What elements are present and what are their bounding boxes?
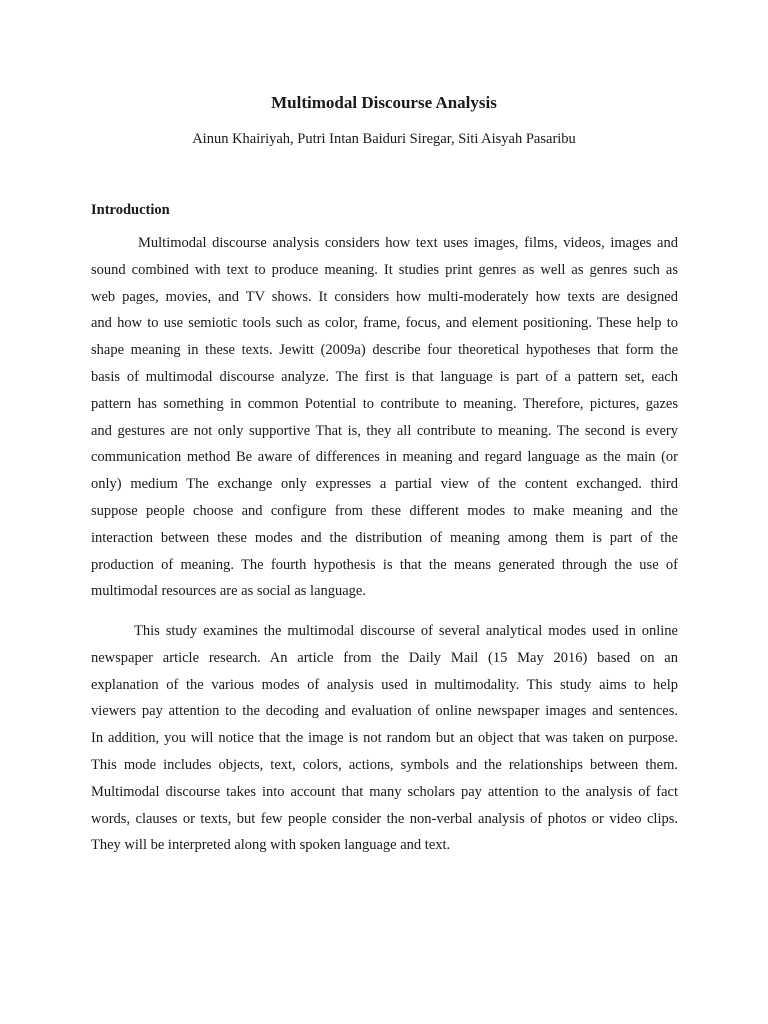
paragraph-line: and gestures are not only supportive That is, they all contribute to meaning. The second is every: [91, 422, 678, 439]
paragraph-line: web pages, movies, and TV shows. It considers how multi-moderately how texts are designed: [91, 288, 678, 305]
paragraph-line: words, clauses or texts, but few people consider the non-verbal analysis of photos or video clips.: [91, 810, 678, 827]
paragraph-line: explanation of the various modes of analysis used in multimodality. This study aims to help: [91, 676, 678, 693]
paragraph-line: interaction between these modes and the distribution of meaning among them is part of the: [91, 529, 678, 546]
paragraph-line: suppose people choose and configure from these different modes to make meaning and the: [91, 502, 678, 519]
paragraph-line: This mode includes objects, text, colors, actions, symbols and the relationships between them.: [91, 756, 678, 773]
paragraph-line: This study examines the multimodal discourse of several analytical modes used in online: [134, 623, 678, 639]
paragraph-2: [91, 618, 678, 859]
paragraph-line: They will be interpreted along with spoken language and text.: [91, 837, 451, 854]
paragraph-line: production of meaning. The fourth hypothesis is that the means generated through the use of: [91, 556, 678, 573]
paragraph-line: Multimodal discourse analysis considers how text uses images, films, videos, images and: [138, 235, 678, 251]
paragraph-line: shape meaning in these texts. Jewitt (2009a) describe four theoretical hypotheses that form the: [91, 342, 678, 359]
paragraph-line: Multimodal discourse takes into account that many scholars pay attention to the analysis of fact: [91, 783, 678, 800]
document-authors: Ainun Khairiyah, Putri Intan Baiduri Siregar, Siti Aisyah Pasaribu: [192, 131, 576, 147]
paragraph-line: In addition, you will notice that the image is not random but an object that was taken on purpose.: [91, 730, 678, 747]
paragraph-1: [91, 230, 678, 605]
section-heading-introduction: Introduction: [91, 202, 170, 218]
paragraph-line: only) medium The exchange only expresses a partial view of the content exchanged. third: [91, 476, 678, 493]
paragraph-line: communication method Be aware of differences in meaning and regard language as the main (or: [91, 449, 678, 466]
paragraph-line: newspaper article research. An article from the Daily Mail (15 May 2016) based on an: [91, 649, 678, 666]
document-title: Multimodal Discourse Analysis: [271, 93, 497, 112]
paragraph-line: and how to use semiotic tools such as color, frame, focus, and element positioning. These help to: [91, 315, 678, 332]
paragraph-line: pattern has something in common Potential to contribute to meaning. Therefore, pictures, gazes: [91, 395, 678, 412]
paragraph-line: basis of multimodal discourse analyze. The first is that language is part of a pattern set, each: [91, 368, 678, 385]
paragraph-line: multimodal resources are as social as language.: [91, 583, 366, 600]
paragraph-line: viewers pay attention to the decoding and evaluation of online newspaper images and sentences.: [91, 703, 678, 720]
paragraph-line: sound combined with text to produce meaning. It studies print genres as well as genres such as: [91, 261, 678, 278]
